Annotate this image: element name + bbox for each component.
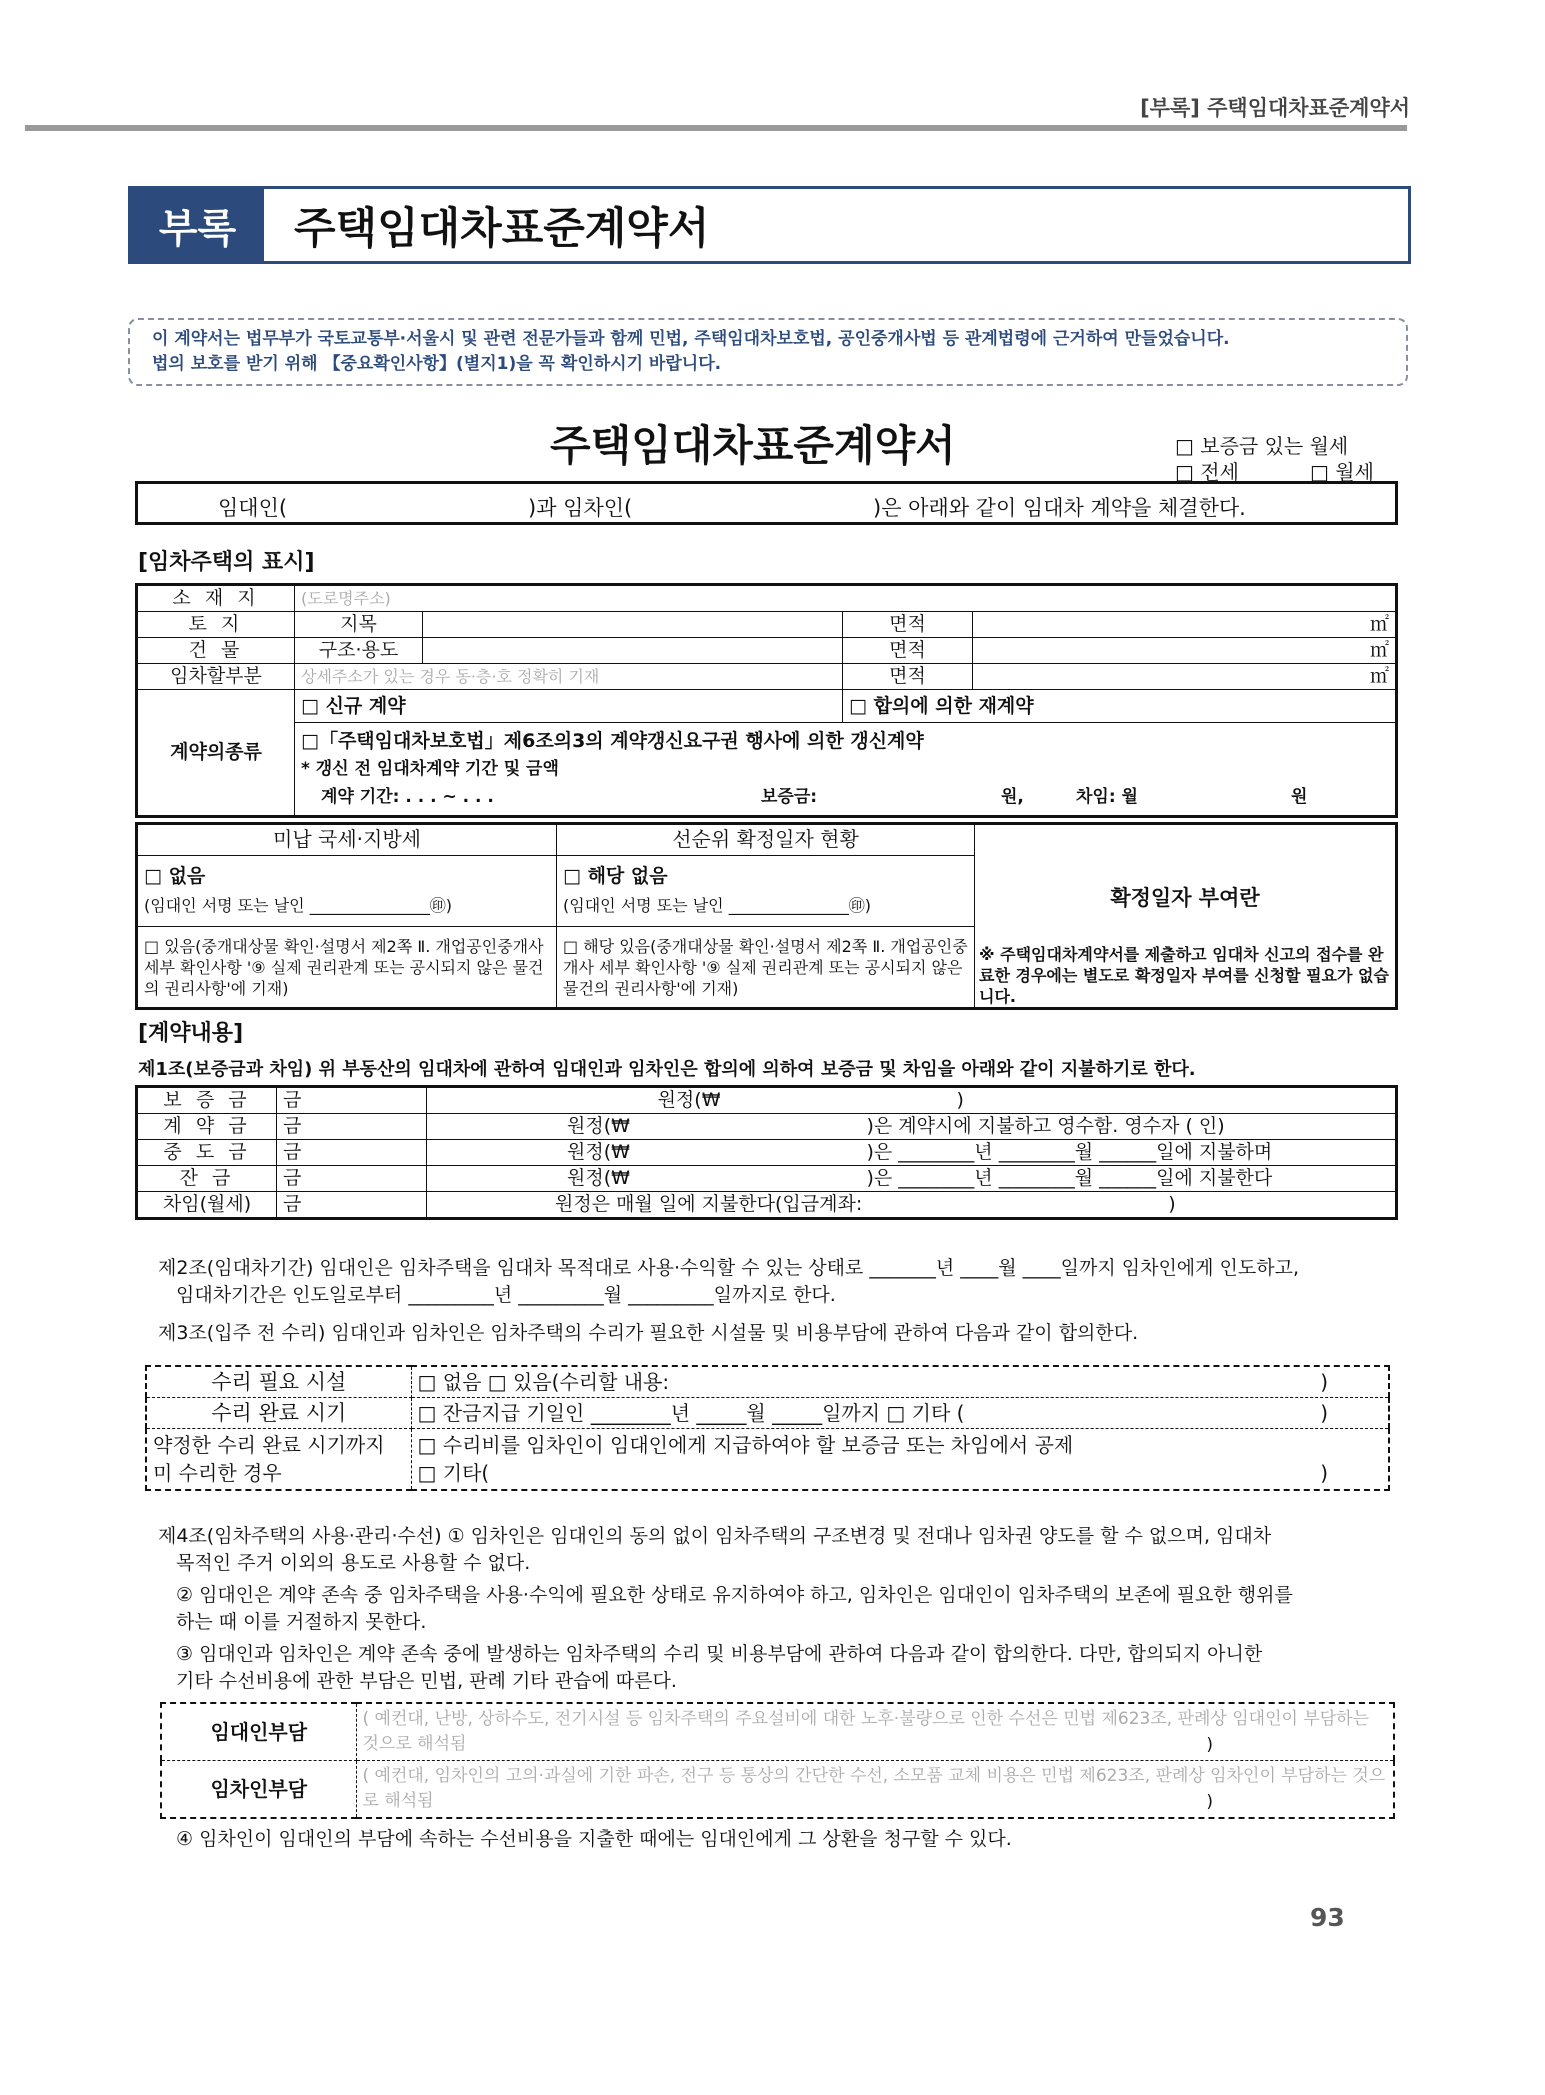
repair-done-close: )	[1320, 1400, 1328, 1425]
priority-header: 선순위 확정일자 현황	[557, 824, 975, 856]
new-contract-checkbox[interactable]: □ 신규 계약	[295, 690, 843, 723]
tax-exists-checkbox[interactable]: □ 있음(중개대상물 확인·설명서 제2쪽 Ⅱ. 개업공인중개사 세부 확인사항 '⑨ 실제 권리관계 또는 공시되지 않은 물건의 권리사항'에 기재)	[137, 927, 557, 1009]
repair-fail-value	[411, 1429, 1389, 1491]
repair-need-value[interactable]	[411, 1366, 1389, 1398]
payment-amount-prefix[interactable]: 금	[277, 1140, 427, 1166]
repair-need-text: □ 없음 □ 있음(수리할 내용:	[417, 1369, 670, 1394]
rented-part-hint[interactable]: 상세주소가 있는 경우 동·층·호 정확히 기재	[295, 664, 843, 690]
burden-table	[160, 1702, 1395, 1819]
payment-won[interactable]: 원정(₩	[427, 1114, 727, 1140]
party-end: )은 아래와 같이 임대차 계약을 체결한다.	[873, 496, 1246, 520]
tenant-burden-label: 임차인부담	[161, 1761, 356, 1819]
party-lessor: 임대인(	[218, 496, 288, 520]
payment-label: 중 도 금	[137, 1140, 277, 1166]
payment-suffix[interactable]: )은 ________년 ________월 ______일에 지불하며	[727, 1140, 1397, 1166]
tax-header: 미납 국세·지방세	[137, 824, 557, 856]
payment-suffix[interactable]: )은 계약시에 지불하고 영수함. 영수자 ( 인)	[727, 1114, 1397, 1140]
payment-suffix[interactable]: )	[727, 1087, 1397, 1114]
section-contract-title: [계약내용]	[138, 1021, 244, 1046]
title-bar	[128, 186, 1411, 264]
repair-fail-close: )	[1320, 1461, 1328, 1485]
tenant-burden-hint: ( 예컨대, 임차인의 고의·과실에 기한 파손, 전구 등 통상의 간단한 수선, 소모품 교체 비용은 민법 제623조, 판례상 임차인이 부담하는 것으로 해석됨	[362, 1766, 1386, 1811]
repair-table	[145, 1365, 1390, 1491]
payment-table	[135, 1085, 1398, 1220]
renewal-note: * 갱신 전 임대차계약 기간 및 금액	[301, 759, 559, 779]
property-table	[135, 583, 1398, 818]
header-rule	[25, 125, 1407, 131]
article-2-line-1: 제2조(임대차기간) 임대인은 임차주택을 임대차 목적대로 사용·수익할 수 있는 상태로 _______년 ____월 ____일까지 임차인에게 인도하고,	[158, 1257, 1300, 1279]
payment-label: 잔 금	[137, 1166, 277, 1192]
tenant-burden-close: )	[1206, 1792, 1213, 1812]
fixed-date-title: 확정일자 부여란	[1110, 886, 1260, 910]
priority-none-sign[interactable]: (임대인 서명 또는 날인 _______________㊞)	[563, 895, 871, 915]
lessor-burden-label: 임대인부담	[161, 1703, 356, 1761]
article-3: 제3조(입주 전 수리) 임대인과 임차인은 임차주택의 수리가 필요한 시설물 및 비용부담에 관하여 다음과 같이 합의한다.	[158, 1322, 1139, 1344]
building-area-label: 면적	[843, 638, 973, 664]
repair-fail-other-text: □ 기타(	[417, 1461, 490, 1485]
article-4-line-1: 제4조(임차주택의 사용·관리·수선) ① 임차인은 임대인의 동의 없이 임차주택의 구조변경 및 전대나 임차권 양도를 할 수 없으며, 임대차	[158, 1525, 1272, 1547]
payment-row-middle	[137, 1140, 1397, 1166]
notice-line-2: 법의 보호를 받기 위해 【중요확인사항】(별지1)을 꼭 확인하시기 바랍니다.	[152, 354, 722, 374]
renewal-won: 원,	[1001, 787, 1024, 807]
article-4-para-3a: ③ 임대인과 임차인은 계약 존속 중에 발생하는 임차주택의 수리 및 비용부담에 관하여 다음과 같이 합의한다. 다만, 합의되지 아니한	[176, 1643, 1263, 1665]
land-area-unit[interactable]: ㎡	[973, 612, 1397, 638]
repair-fail-deduct-checkbox[interactable]: □ 수리비를 임차인이 임대인에게 지급하여야 할 보증금 또는 차임에서 공제	[417, 1433, 1074, 1457]
lessor-burden-close: )	[1206, 1735, 1213, 1755]
priority-none-cell	[557, 855, 975, 926]
priority-none-checkbox[interactable]: □ 해당 없음	[563, 864, 668, 887]
rented-area-unit[interactable]: ㎡	[973, 664, 1397, 690]
payment-won: 원정은 매월 일에 지불한다(입금계좌:	[555, 1193, 863, 1215]
building-area-unit[interactable]: ㎡	[973, 638, 1397, 664]
payment-row-down	[137, 1114, 1397, 1140]
appendix-title: 주택임대차표준계약서	[294, 203, 710, 254]
land-sub-label: 지목	[295, 612, 423, 638]
lessor-burden-hint: ( 예컨대, 난방, 상하수도, 전기시설 등 임차주택의 주요설비에 대한 노후·불량으로 인한 수선은 민법 제623조, 판례상 임대인이 부담하는 것으로 해석됨	[362, 1709, 1370, 1754]
payment-label: 보 증 금	[137, 1087, 277, 1114]
option-monthly[interactable]: □ 월세	[1310, 460, 1374, 484]
repair-fail-label	[146, 1429, 411, 1491]
option-jeonse[interactable]: □ 전세	[1175, 460, 1239, 484]
payment-won[interactable]: 원정(₩	[427, 1166, 727, 1192]
location-label: 소 재 지	[137, 585, 295, 612]
tax-priority-table	[135, 822, 1398, 1010]
payment-suffix[interactable]: )은 ________년 ________월 ______일에 지불한다	[727, 1166, 1397, 1192]
payment-rent-detail[interactable]	[427, 1192, 1397, 1219]
payment-label: 차임(월세)	[137, 1192, 277, 1219]
building-label: 건 물	[137, 638, 295, 664]
payment-row-rent	[137, 1192, 1397, 1219]
tax-none-checkbox[interactable]: □ 없음	[144, 864, 206, 887]
renewal-detail-row	[301, 783, 1389, 811]
renewal-checkbox[interactable]: □「주택임대차보호법」제6조의3의 계약갱신요구권 행사에 의한 갱신계약	[301, 730, 924, 752]
location-hint[interactable]: (도로명주소)	[295, 585, 1397, 612]
repair-need-label: 수리 필요 시설	[146, 1366, 411, 1398]
article-4-para-4: ④ 임차인이 임대인의 부담에 속하는 수선비용을 지출한 때에는 임대인에게 그 상환을 청구할 수 있다.	[176, 1828, 1012, 1850]
fixed-date-cell	[975, 824, 1397, 1009]
renewal-cell	[295, 723, 1397, 817]
payment-suffix: )	[1168, 1193, 1176, 1215]
payment-amount-prefix[interactable]: 금	[277, 1166, 427, 1192]
repair-fail-label-1: 약정한 수리 완료 시기까지	[153, 1433, 385, 1457]
party-mid: )과 임차인(	[528, 496, 633, 520]
repair-done-label: 수리 완료 시기	[146, 1398, 411, 1429]
payment-amount-prefix[interactable]: 금	[277, 1114, 427, 1140]
payment-amount-prefix[interactable]: 금	[277, 1087, 427, 1114]
article-4-para-2a: ② 임대인은 계약 존속 중 임차주택을 사용·수익에 필요한 상태로 유지하여야 하고, 임차인은 임대인이 임차주택의 보존에 필요한 행위를	[176, 1584, 1293, 1606]
payment-label: 계 약 금	[137, 1114, 277, 1140]
tenant-burden-value[interactable]	[356, 1761, 1394, 1819]
payment-amount-prefix[interactable]: 금	[277, 1192, 427, 1219]
notice-box	[128, 318, 1408, 386]
contract-kind-label: 계약의종류	[137, 690, 295, 817]
tax-none-sign[interactable]: (임대인 서명 또는 날인 _______________㊞)	[144, 895, 452, 915]
repair-fail-label-2: 미 수리한 경우	[153, 1461, 282, 1485]
lessor-burden-value[interactable]	[356, 1703, 1394, 1761]
repair-need-close: )	[1320, 1369, 1328, 1394]
fixed-date-note: ※ 주택임대차계약서를 제출하고 임대차 신고의 접수를 완료한 경우에는 별도로 확정일자 부여를 신청할 필요가 없습니다.	[979, 945, 1389, 1006]
payment-row-deposit	[137, 1087, 1397, 1114]
notice-line-1: 이 계약서는 법무부가 국토교통부·서울시 및 관련 전문가들과 함께 민법, 주택임대차보호법, 공인중개사법 등 관계법령에 근거하여 만들었습니다.	[152, 329, 1230, 349]
land-value[interactable]	[423, 612, 843, 638]
land-area-label: 면적	[843, 612, 973, 638]
land-label: 토 지	[137, 612, 295, 638]
document-title: 주택임대차표준계약서	[550, 421, 956, 470]
article-1: 제1조(보증금과 차임) 위 부동산의 임대차에 관하여 임대인과 임차인은 합의에 의하여 보증금 및 차임을 아래와 같이 지불하기로 한다.	[138, 1059, 1196, 1080]
renewal-deposit-label: 보증금:	[761, 787, 818, 807]
payment-won[interactable]: 원정(₩	[427, 1087, 727, 1114]
page-number: 93	[1310, 1903, 1345, 1932]
repair-done-value[interactable]	[411, 1398, 1389, 1429]
renegotiated-checkbox[interactable]: □ 합의에 의한 재계약	[843, 690, 1397, 723]
article-2-line-2: 임대차기간은 인도일로부터 _________년 _________월 _________일까지로 한다.	[176, 1284, 836, 1306]
party-line	[135, 481, 1398, 525]
section-property-title: [임차주택의 표시]	[138, 550, 315, 575]
payment-won[interactable]: 원정(₩	[427, 1140, 727, 1166]
building-sub-label: 구조·용도	[295, 638, 423, 664]
article-4-para-2b: 하는 때 이를 거절하지 못한다.	[176, 1611, 427, 1633]
running-head: [부록] 주택임대차표준계약서	[1140, 96, 1410, 120]
renewal-period[interactable]: 계약 기간: . . . ~ . . .	[321, 787, 494, 807]
rented-part-label: 임차할부분	[137, 664, 295, 690]
rented-area-label: 면적	[843, 664, 973, 690]
repair-done-text: □ 잔금지급 기일인 ________년 _____월 _____일까지 □ 기타 (	[417, 1400, 965, 1425]
article-2	[158, 1255, 1398, 1309]
tax-none-cell	[137, 855, 557, 926]
payment-row-balance	[137, 1166, 1397, 1192]
renewal-won-2: 원	[1291, 787, 1308, 807]
renewal-rent-label: 차임: 월	[1076, 787, 1138, 807]
article-4-para-3b: 기타 수선비용에 관한 부담은 민법, 판례 기타 관습에 따른다.	[176, 1670, 677, 1692]
building-value[interactable]	[423, 638, 843, 664]
appendix-badge: 부록	[131, 189, 264, 261]
article-4-line-2: 목적인 주거 이외의 용도로 사용할 수 없다.	[176, 1552, 531, 1574]
priority-exists-checkbox[interactable]: □ 해당 있음(중개대상물 확인·설명서 제2쪽 Ⅱ. 개업공인중개사 세부 확인사항 '⑨ 실제 권리관계 또는 공시되지 않은 물건의 권리사항'에 기재)	[557, 927, 975, 1009]
option-deposit-monthly[interactable]: □ 보증금 있는 월세	[1175, 434, 1349, 458]
article-4	[158, 1523, 1398, 1695]
repair-fail-other-checkbox[interactable]	[418, 1459, 1383, 1487]
